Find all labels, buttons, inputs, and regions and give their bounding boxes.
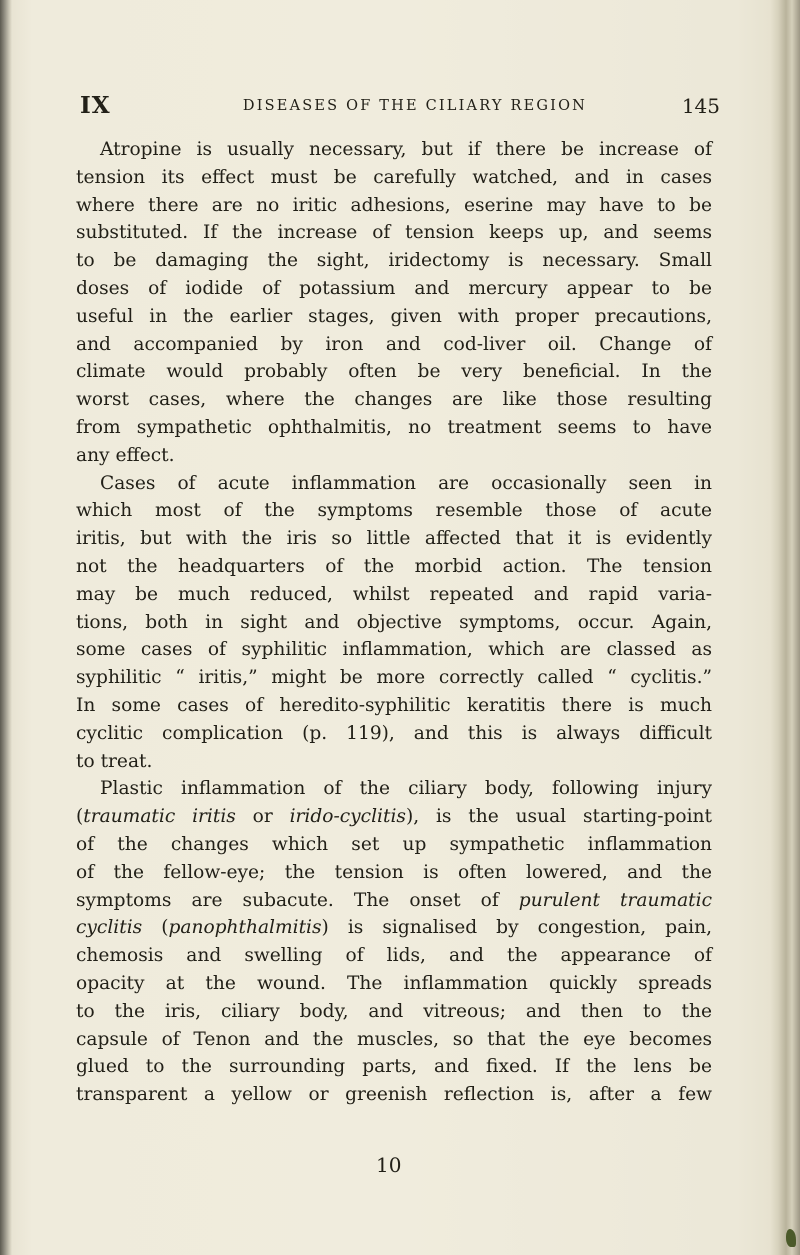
- text-line: of the fellow-eye; the tension is often lowered, and the: [76, 861, 712, 883]
- text-line: climate would probably often be very beneficial. In the: [76, 361, 712, 383]
- text-line: may be much reduced, whilst repeated and rapid varia-: [76, 583, 712, 605]
- page-binding-shadow: [0, 0, 12, 1255]
- text-line: transparent a yellow or greenish reflection is, after a few: [76, 1084, 712, 1106]
- chapter-number: IX: [80, 92, 111, 119]
- text-line: where there are no iritic adhesions, eserine may have to be: [76, 194, 712, 216]
- running-title: DISEASES OF THE CILIARY REGION: [242, 98, 588, 114]
- text-line: tions, both in sight and objective symptoms, occur. Again,: [76, 611, 712, 633]
- text-line: (traumatic iritis or irido-cyclitis), is the usual starting-point: [76, 806, 713, 828]
- text-line: chemosis and swelling of lids, and the appearance of: [76, 945, 712, 967]
- text-line: In some cases of heredito-syphilitic keratitis there is much: [76, 694, 712, 716]
- text-line: and accompanied by iron and cod-liver oil. Change of: [76, 333, 712, 355]
- text-line: syphilitic “ iritis,” might be more correctly called “ cyclitis.”: [76, 667, 712, 689]
- body-text: [76, 136, 712, 1109]
- text-line: useful in the earlier stages, given with proper precautions,: [76, 305, 712, 327]
- text-line: Plastic inflammation of the ciliary body, following injury: [100, 778, 712, 800]
- text-line: cyclitis (panophthalmitis) is signalised by congestion, pain,: [76, 917, 712, 939]
- signature-mark: 10: [376, 1153, 402, 1177]
- corner-tab-mark: [786, 1229, 796, 1247]
- page-number: 145: [681, 94, 720, 118]
- text-line: to the iris, ciliary body, and vitreous; and then to the: [76, 1000, 712, 1022]
- text-line: cyclitic complication (p. 119), and this is always difficult: [76, 722, 712, 744]
- text-line: symptoms are subacute. The onset of purulent traumatic: [76, 889, 712, 911]
- text-line: to treat.: [76, 750, 153, 772]
- text-line: of the changes which set up sympathetic inflammation: [76, 833, 712, 855]
- text-line: from sympathetic ophthalmitis, no treatment seems to have: [76, 416, 712, 438]
- text-line: capsule of Tenon and the muscles, so that the eye becomes: [76, 1028, 712, 1050]
- text-line: which most of the symptoms resemble those of acute: [76, 500, 712, 522]
- text-line: doses of iodide of potassium and mercury appear to be: [76, 277, 712, 299]
- text-line: glued to the surrounding parts, and fixed. If the lens be: [76, 1056, 712, 1078]
- text-line: opacity at the wound. The inflammation quickly spreads: [76, 972, 712, 994]
- text-line: Cases of acute inflammation are occasionally seen in: [100, 472, 712, 494]
- text-line: to be damaging the sight, iridectomy is necessary. Small: [76, 250, 712, 272]
- running-header: [70, 92, 720, 122]
- text-line: tension its effect must be carefully watched, and in cases: [76, 166, 712, 188]
- text-line: iritis, but with the iris so little affected that it is evidently: [76, 528, 712, 550]
- text-line: Atropine is usually necessary, but if there be increase of: [100, 139, 712, 160]
- text-line: not the headquarters of the morbid action. The tension: [76, 555, 712, 577]
- text-line: worst cases, where the changes are like those resulting: [76, 389, 712, 411]
- text-line: substituted. If the increase of tension keeps up, and seems: [76, 222, 712, 244]
- page-fore-edge: [770, 0, 800, 1255]
- text-line: some cases of syphilitic inflammation, which are classed as: [76, 639, 712, 661]
- text-line: any effect.: [76, 444, 175, 466]
